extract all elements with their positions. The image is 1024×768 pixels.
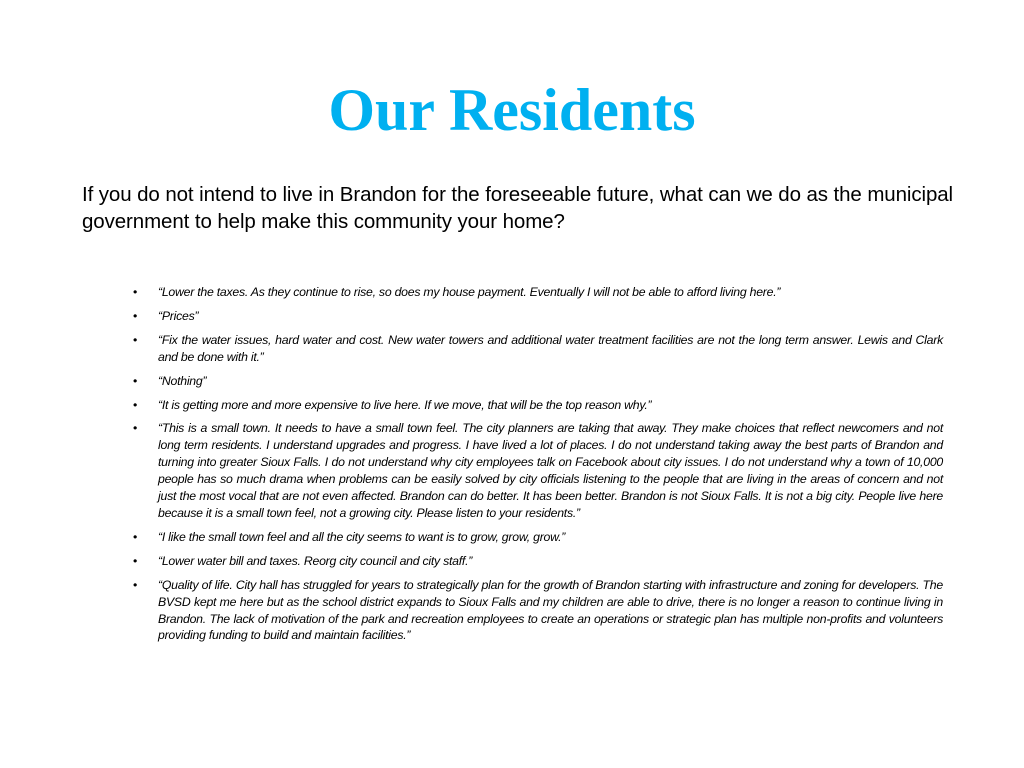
response-text: “Lower the taxes. As they continue to rise, so does my house payment. Eventually I will not be able to afford living here.” — [158, 285, 781, 299]
response-text: “I like the small town feel and all the city seems to want is to grow, grow, grow.” — [158, 529, 566, 544]
list-item — [133, 308, 943, 325]
bullet-icon: • — [133, 577, 138, 592]
bullet-icon: • — [133, 332, 138, 347]
list-item — [133, 284, 943, 301]
bullet-icon: • — [133, 308, 138, 323]
list-item — [133, 332, 943, 366]
bullet-icon: • — [133, 553, 138, 568]
response-text: “It is getting more and more expensive to live here. If we move, that will be the top reason why.” — [158, 397, 652, 412]
response-text: “Quality of life. City hall has struggled for years to strategically plan for the growth of Brandon starting with infrastructure and zoning for developers. The BVSD kept me here but as the school district expands to Sioux Falls and my children are able to drive, there is no longer a reason to continue living in Brandon. The lack of motivation of the park and recreation employees to create an operations or strategic plan has multiple non-profits and volunteers providing funding to build and maintain facilities.” — [158, 577, 943, 643]
list-item — [133, 397, 943, 414]
response-text: “Lower water bill and taxes. Reorg city council and city staff.” — [158, 553, 473, 568]
response-text: “Nothing” — [158, 373, 207, 388]
list-item — [133, 373, 943, 390]
response-text: “This is a small town. It needs to have a small town feel. The city planners are taking that away. They make choices that reflect newcomers and not long term residents. I understand upgrades and progress. I have lived a lot of places. I do not understand taking away the best parts of Brandon and turning into greater Sioux Falls. I do not understand why city employees talk on Facebook about city issues. I do not understand why a town of 10,000 people has so much drama when problems can be easily solved by city officials listening to the people that are living in the areas of concern and not just the most vocal that are not even affected. Brandon can do better. It has been better. Brandon is not Sioux Falls. It is not a big city. People live here because it is a small town feel, not a growing city. Please listen to your residents.” — [158, 421, 943, 520]
bullet-icon: • — [133, 421, 138, 436]
slide-title: Our Residents — [328, 77, 696, 143]
list-item — [133, 553, 943, 570]
response-text: “Fix the water issues, hard water and cost. New water towers and additional water treatment facilities are not the long term answer. Lewis and Clark and be done with it.” — [158, 332, 943, 364]
bullet-icon: • — [133, 285, 138, 299]
bullet-icon: • — [133, 373, 138, 388]
list-item — [133, 577, 943, 645]
list-item — [133, 420, 943, 521]
survey-question: If you do not intend to live in Brandon for the foreseeable future, what can we do as the municipal government to help make this community your home? — [82, 183, 954, 233]
response-list — [133, 284, 943, 651]
bullet-icon: • — [133, 397, 138, 412]
bullet-icon: • — [133, 529, 138, 544]
list-item — [133, 529, 943, 546]
response-text: “Prices” — [158, 308, 199, 323]
